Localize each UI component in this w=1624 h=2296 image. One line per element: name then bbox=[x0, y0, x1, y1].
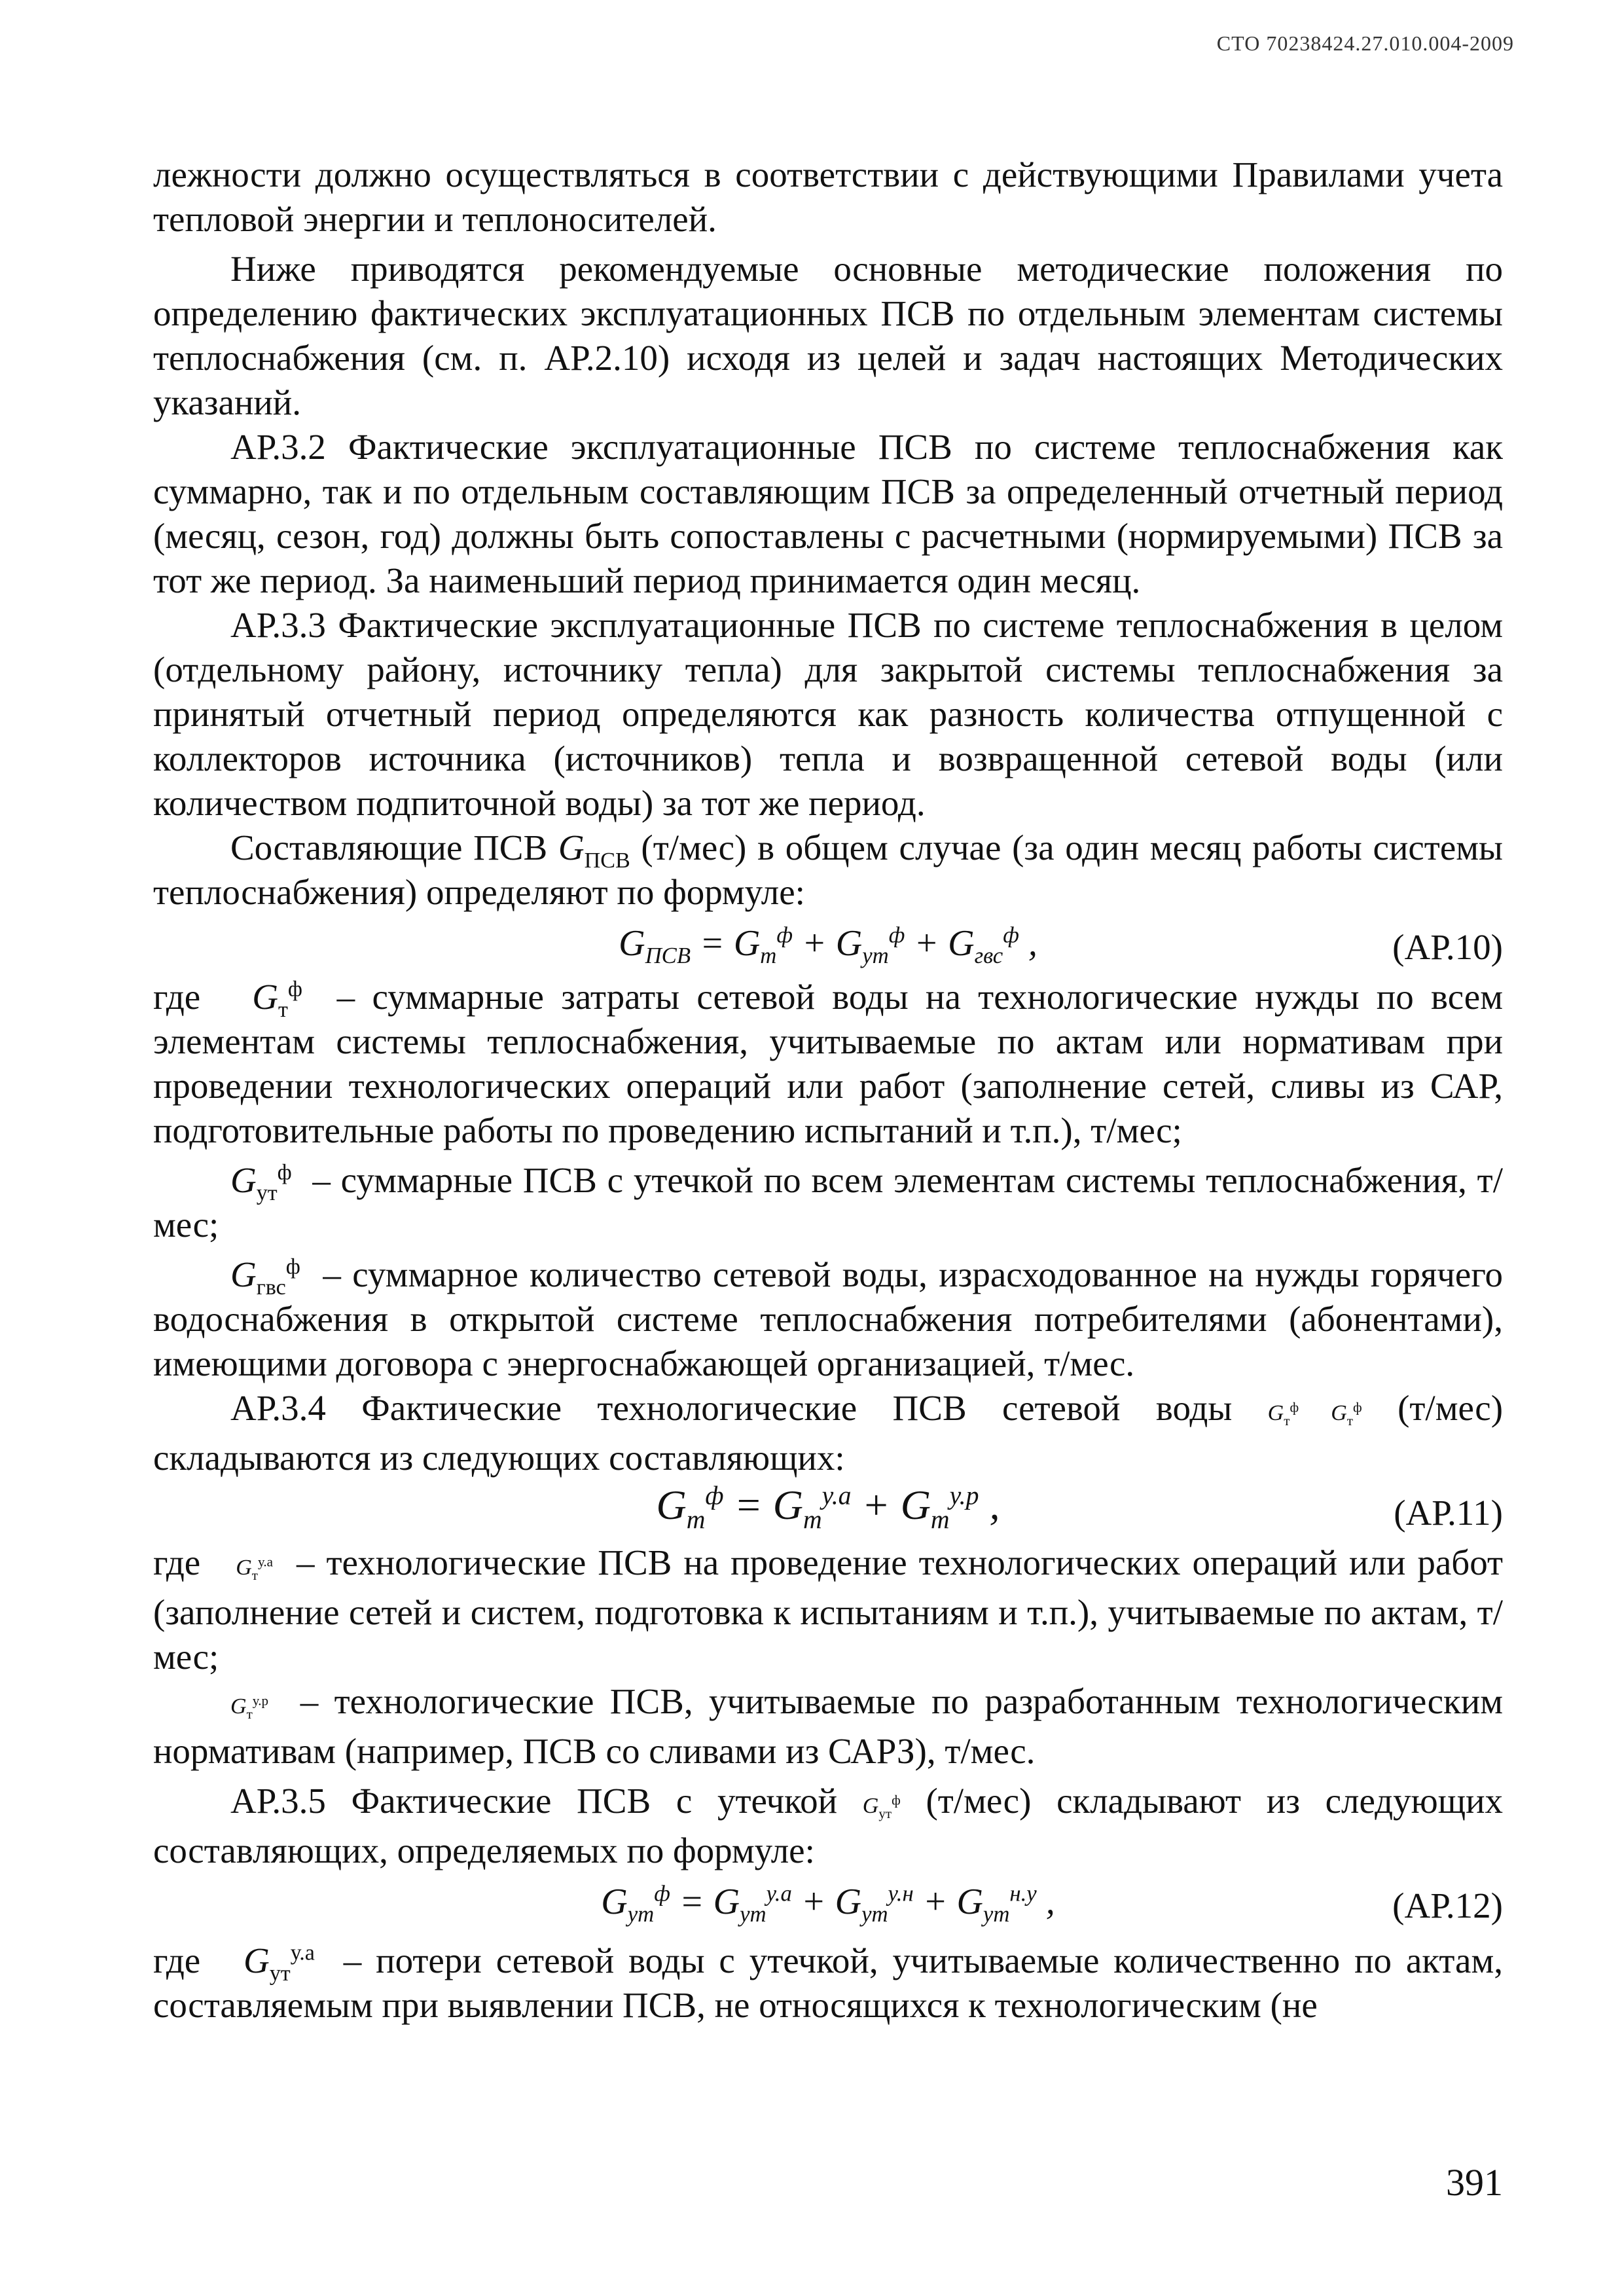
symbol-g-t-ua: $G_т^{у.а}$ bbox=[236, 1554, 274, 1583]
paragraph-components-text-a: Составляющие ПСВ bbox=[230, 828, 548, 867]
definition-g-t-ur bbox=[153, 1679, 1503, 1774]
symbol-g-psv: $G_{ПСВ}$ bbox=[558, 828, 630, 873]
definition-g-ut-text: – суммарные ПСВ с утечкой по всем элементам системы теплоснабжения, т/мес; bbox=[153, 1160, 1503, 1245]
definition-g-t-text: – суммарные затраты сетевой воды на технологические нужды по всем элементам системы теплоснабжения, учитываемые по актам или нормативам при проведении технологических операций или работ (заполнение сетей, сливы из САР, подготовительные работы по проведению испытаний и т.п.), т/мес; bbox=[153, 977, 1503, 1150]
definition-g-ut-ua-text: – потери сетевой воды с утечкой, учитываемые количественно по актам, составляемым при выявлении ПСВ, не относящихся к технологическим (не bbox=[153, 1941, 1504, 2025]
paragraph-ap-3-4-text-a: АР.3.4 Фактические технологические ПСВ сетевой воды bbox=[230, 1388, 1233, 1428]
symbol-g-t-f: $G_т^ф$ bbox=[252, 977, 302, 1022]
paragraph-ap-3-4-text-b: (т/мес) складываются из следующих составляющих: bbox=[153, 1388, 1504, 1478]
paragraph-ap-3-5-text-a: АР.3.5 Фактические ПСВ с утечкой bbox=[230, 1781, 838, 1821]
paragraph-ap-3-3: АР.3.3 Фактические эксплуатационные ПСВ по системе теплоснабжения в целом (отдельному району, источнику тепла) для закрытой системы теплоснабжения за принятый отчетный период определяются как разность количества отпущенной с коллекторов источника (источников) тепла и возвращенной сетевой воды (или количеством подпиточной воды) за тот же период. bbox=[153, 605, 1503, 823]
body-text bbox=[153, 153, 1503, 2028]
formula-ap-12-number: (АР.12) bbox=[1392, 1886, 1503, 1925]
definition-g-t-ua bbox=[153, 1540, 1503, 1679]
paragraph-continuation: лежности должно осуществляться в соответствии с действующими Правилами учета тепловой энергии и теплоносителей. bbox=[153, 155, 1503, 239]
paragraph-components bbox=[153, 826, 1503, 915]
definition-where-label: где bbox=[153, 1542, 201, 1582]
definition-where-label: где bbox=[153, 1941, 201, 1980]
paragraph-intro: Ниже приводятся рекомендуемые основные методические положения по определению фактических эксплуатационных ПСВ по отдельным элементам системы теплоснабжения (см. п. АР.2.10) исходя из целей и задач настоящих Методических указаний. bbox=[153, 249, 1503, 422]
formula-ap-12 bbox=[153, 1873, 1503, 1933]
symbol-g-t-ur: $G_т^{у.р}$ bbox=[230, 1692, 269, 1722]
definition-g-ut-ua bbox=[153, 1939, 1503, 2028]
symbol-g-ut-ua: $G_{ут}^{у.а}$ bbox=[243, 1941, 315, 1986]
definition-g-gvs-text: – суммарное количество сетевой воды, израсходованное на нужды горячего водоснабжения в открытой системе теплоснабжения потребителями (абонентами), имеющими договора с энергоснабжающей организацией, т/мес. bbox=[153, 1254, 1504, 1383]
formula-ap-11-number: (АР.11) bbox=[1394, 1493, 1503, 1533]
formula-ap-11-expression: $G_т^ф = G_т^{у.а} + G_т^{у.р}$ , bbox=[656, 1481, 1000, 1534]
page-number: 391 bbox=[1446, 2161, 1503, 2204]
paragraph-ap-3-5 bbox=[153, 1779, 1503, 1873]
paragraph-ap-3-5-text-b: (т/мес) складывают из следующих составляющих, определяемых по формуле: bbox=[153, 1781, 1504, 1870]
paragraph-ap-3-4 bbox=[153, 1386, 1503, 1480]
definition-where-label: где bbox=[153, 977, 201, 1017]
definition-g-gvs bbox=[153, 1252, 1503, 1386]
formula-ap-11 bbox=[153, 1480, 1503, 1540]
definition-g-ut bbox=[153, 1158, 1503, 1247]
definition-g-t-ua-text: – технологические ПСВ на проведение технологических операций или работ (заполнение сетей и систем, подготовка к испытаниям и т.п.), учитываемые по актам, т/мес; bbox=[153, 1542, 1504, 1677]
formula-ap-10-expression: $G_{ПСВ} = G_т^ф + G_{ут}^ф + G_{гвс}^ф$ , bbox=[619, 922, 1038, 969]
formula-ap-12-expression: $G_{ут}^ф = G_{ут}^{у.а} + G_{ут}^{у.н} + G_{ут}^{н.у}$ , bbox=[601, 1880, 1055, 1927]
formula-ap-10 bbox=[153, 915, 1503, 975]
document-code-header: СТО 70238424.27.010.004-2009 bbox=[1216, 31, 1514, 55]
symbol-g-t-f-small: $G_т^ф$ $G_т^ф$ bbox=[1267, 1399, 1362, 1429]
paragraph-components-text-b: (т/мес) в общем случае (за один месяц работы системы теплоснабжения) определяют по формуле: bbox=[153, 828, 1504, 912]
symbol-g-gvs-f: $G_{гвс}^ф$ bbox=[230, 1254, 300, 1300]
formula-ap-10-number: (АР.10) bbox=[1392, 927, 1503, 967]
symbol-g-ut-f: $G_{ут}^ф$ bbox=[230, 1160, 292, 1205]
paragraph-ap-3-2: АР.3.2 Фактические эксплуатационные ПСВ по системе теплоснабжения как суммарно, так и по отдельным составляющим ПСВ за определенный отчетный период (месяц, сезон, год) должны быть сопоставлены с расчетными (нормируемыми) ПСВ за тот же период. За наименьший период принимается один месяц. bbox=[153, 427, 1503, 600]
definition-g-t-ur-text: – технологические ПСВ, учитываемые по разработанным технологическим нормативам (например, ПСВ со сливами из САРЗ), т/мес. bbox=[153, 1681, 1503, 1771]
symbol-g-ut-f-small: $G_{ут}^ф$ bbox=[862, 1792, 901, 1821]
definition-g-t bbox=[153, 975, 1503, 1153]
